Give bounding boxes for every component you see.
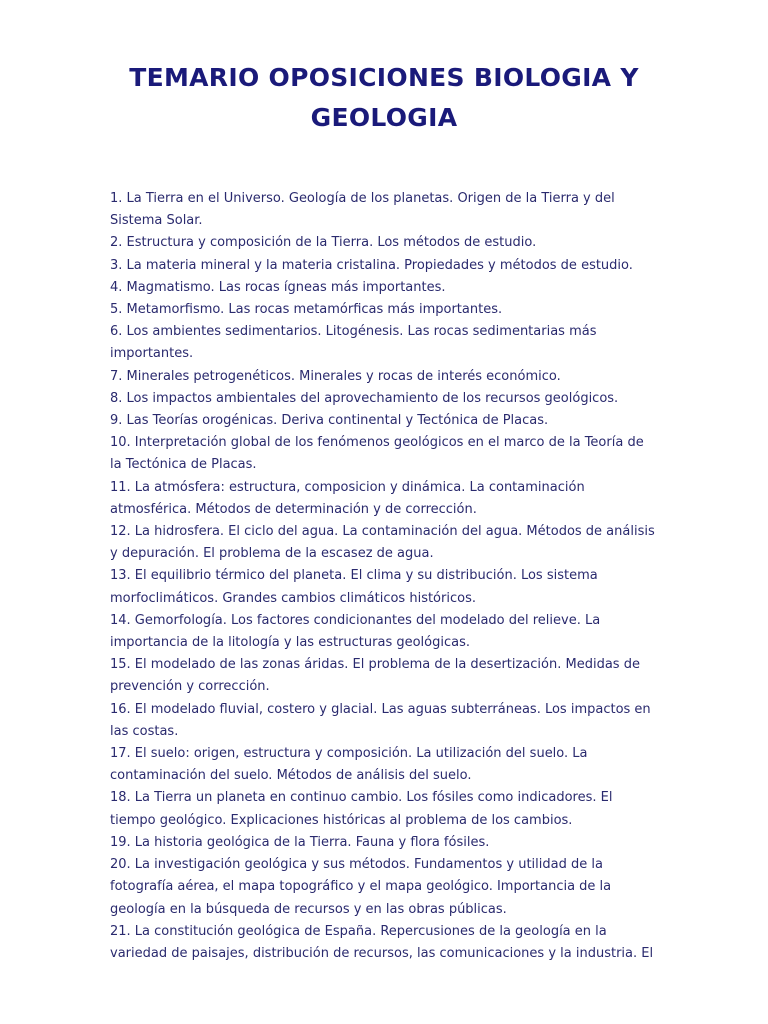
list-item: 2. Estructura y composición de la Tierra. Los métodos de estudio. [110,235,537,251]
list-item: 14. Gemorfología. Los factores condicionantes del modelado del relieve. La importancia de la litología y las estructuras geológicas. [110,612,601,651]
list-item: 16. El modelado fluvial, costero y glacial. Las aguas subterráneas. Los impactos en las costas. [110,701,651,739]
list-item: 6. Los ambientes sedimentarios. Litogénesis. Las rocas sedimentarias más importantes. [110,324,597,362]
list-item: 20. La investigación geológica y sus métodos. Fundamentos y utilidad de la fotografía aérea, el mapa topográfico y el mapa geológico. Importancia de la geología en la búsqueda de recursos y en las obras públicas. [110,857,612,917]
list-item: 19. La historia geológica de la Tierra. Fauna y flora fósiles. [110,834,490,850]
list-item: 18. La Tierra un planeta en continuo cambio. Los fósiles como indicadores. El tiempo geológico. Explicaciones históricas al problema de los cambios. [110,790,613,828]
list-item: 12. La hidrosfera. El ciclo del agua. La contaminación del agua. Métodos de análisis y depuración. El problema de la escasez de agua. [110,524,655,562]
topic-list [110,188,655,965]
list-item: 5. Metamorfismo. Las rocas metamórficas más importantes. [110,302,503,318]
list-item: 7. Minerales petrogenéticos. Minerales y rocas de interés económico. [110,368,561,384]
list-item: 3. La materia mineral y la materia cristalina. Propiedades y métodos de estudio. [110,257,633,273]
list-item: 13. El equilibrio térmico del planeta. El clima y su distribución. Los sistema morfoclimáticos. Grandes cambios climáticos históricos. [110,568,598,606]
list-item: 21. La constitución geológica de España. Repercusiones de la geología en la variedad de paisajes, distribución de recursos, las comunicaciones y la industria. El [110,923,654,961]
list-item: 8. Los impactos ambientales del aprovechamiento de los recursos geológicos. [110,390,619,406]
list-item: 9. Las Teorías orogénicas. Deriva continental y Tectónica de Placas. [110,413,549,429]
list-item: 11. La atmósfera: estructura, composicion y dinámica. La contaminación atmosférica. Métodos de determinación y de corrección. [110,479,585,517]
list-item: 4. Magmatismo. Las rocas ígneas más importantes. [110,279,446,295]
list-item: 15. El modelado de las zonas áridas. El problema de la desertización. Medidas de prevención y corrección. [110,657,640,695]
list-item: 17. El suelo: origen, estructura y composición. La utilización del suelo. La contaminación del suelo. Métodos de análisis del suelo. [110,746,588,784]
list-item: 10. Interpretación global de los fenómenos geológicos en el marco de la Teoría de la Tectónica de Placas. [110,435,644,473]
list-item: 1. La Tierra en el Universo. Geología de los planetas. Origen de la Tierra y del Sistema Solar. [110,191,615,229]
document-title: TEMARIO OPOSICIONES BIOLOGIA Y GEOLOGIA [129,63,639,132]
